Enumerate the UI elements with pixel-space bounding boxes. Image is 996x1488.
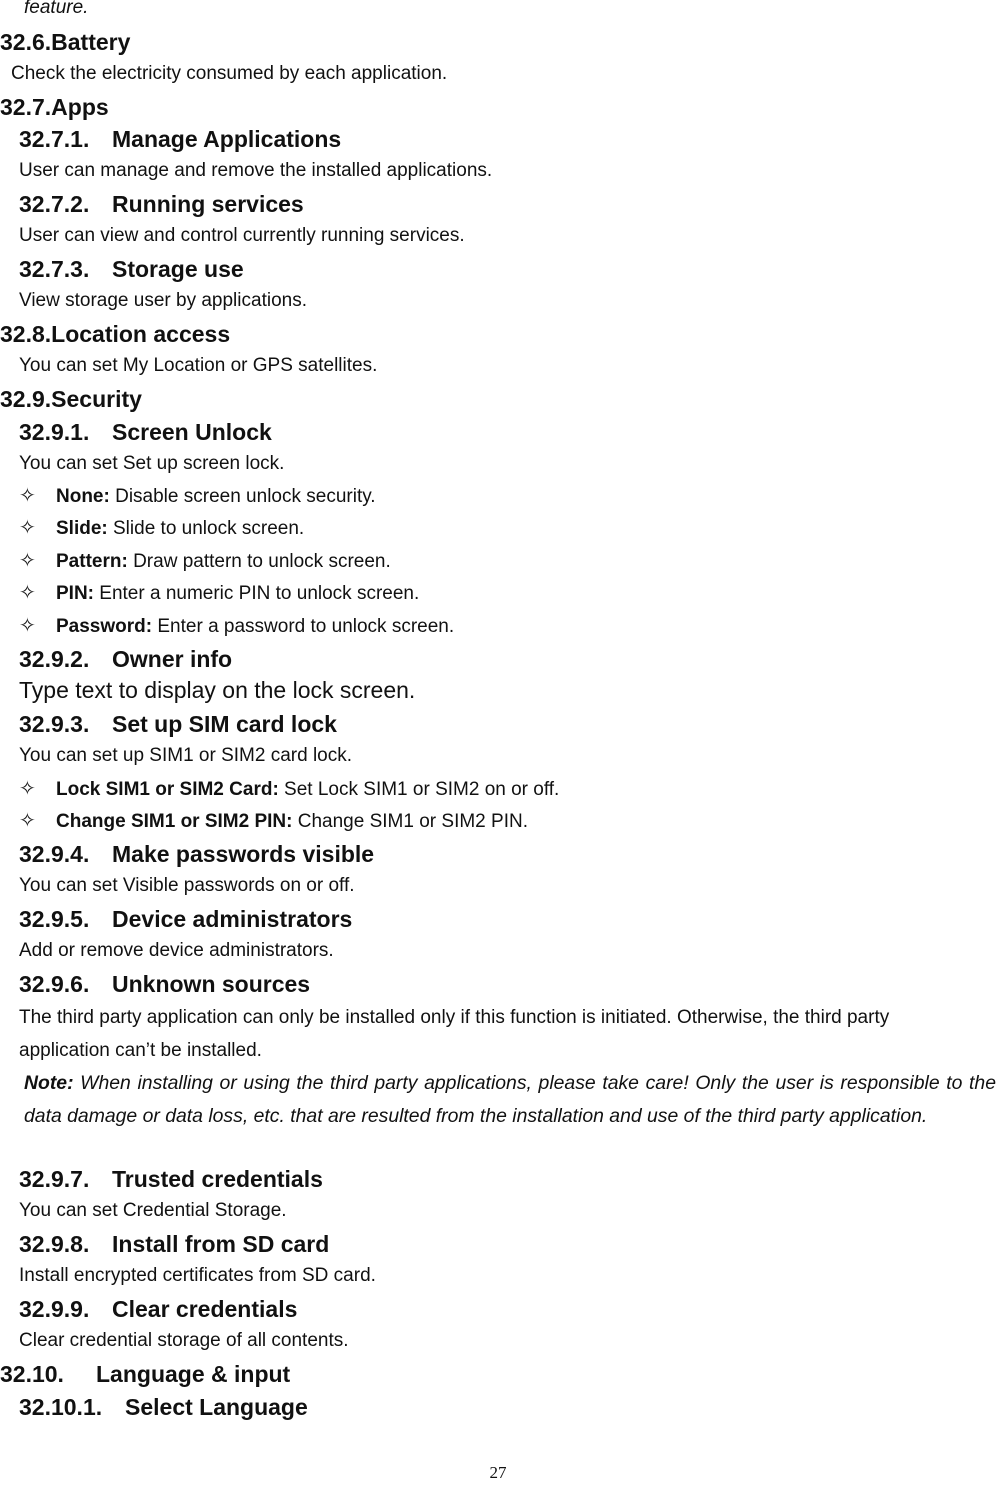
list-item — [19, 518, 304, 538]
list-item — [19, 551, 391, 571]
heading-title: Trusted credentials — [112, 1166, 323, 1192]
trusted-credentials-text: You can set Credential Storage. — [19, 1200, 287, 1221]
storage-use-text: View storage user by applications. — [19, 290, 307, 311]
device-administrators-text: Add or remove device administrators. — [19, 940, 334, 961]
sim-card-lock-text: You can set up SIM1 or SIM2 card lock. — [19, 745, 353, 766]
note-label: Note: — [24, 1072, 74, 1094]
heading-number: 32.6. — [0, 29, 52, 55]
list-item-text: Draw pattern to unlock screen. — [127, 551, 391, 572]
heading-number: 32.7.3. — [19, 256, 90, 282]
heading-title: Screen Unlock — [112, 419, 272, 445]
list-item-label: Change SIM1 or SIM2 PIN: — [56, 811, 293, 832]
heading-security — [0, 388, 142, 411]
owner-info-text: Type text to display on the lock screen. — [19, 677, 416, 703]
list-item — [19, 811, 528, 831]
heading-title: Clear credentials — [112, 1296, 298, 1322]
heading-install-from-sd-card — [19, 1233, 329, 1256]
list-item-text: Disable screen unlock security. — [109, 486, 376, 507]
heading-title: Battery — [51, 29, 131, 55]
heading-number: 32.7.2. — [19, 191, 90, 217]
diamond-star-icon: ✧ — [19, 550, 36, 572]
heading-number: 32.10. — [0, 1361, 64, 1387]
heading-title: Storage use — [112, 256, 244, 282]
heading-title: Language & input — [96, 1361, 291, 1387]
list-item-label: Password: — [56, 616, 153, 637]
heading-owner-info — [19, 648, 232, 671]
list-item-text: Set Lock SIM1 or SIM2 on or off. — [278, 779, 560, 800]
diamond-star-icon: ✧ — [19, 778, 36, 800]
intro-fragment: feature. — [24, 0, 89, 18]
heading-number: 32.9. — [0, 386, 52, 412]
heading-storage-use — [19, 258, 244, 281]
list-item — [19, 486, 376, 506]
heading-trusted-credentials — [19, 1168, 323, 1191]
diamond-star-icon: ✧ — [19, 485, 36, 507]
heading-clear-credentials — [19, 1298, 297, 1321]
screen-unlock-text: You can set Set up screen lock. — [19, 453, 285, 474]
heading-title: Security — [51, 386, 142, 412]
list-item — [19, 583, 419, 603]
list-item-label: None: — [56, 486, 110, 507]
list-item-text: Change SIM1 or SIM2 PIN. — [292, 811, 528, 832]
manage-applications-text: User can manage and remove the installed applications. — [19, 160, 493, 181]
note-paragraph — [24, 1067, 996, 1132]
install-from-sd-card-text: Install encrypted certificates from SD card. — [19, 1265, 376, 1286]
list-item-label: Lock SIM1 or SIM2 Card: — [56, 779, 279, 800]
heading-title: Select Language — [125, 1394, 308, 1420]
heading-number: 32.9.4. — [19, 841, 90, 867]
list-item-label: PIN: — [56, 583, 94, 604]
heading-unknown-sources — [19, 973, 310, 996]
diamond-star-icon: ✧ — [19, 810, 36, 832]
heading-number: 32.9.5. — [19, 906, 90, 932]
page-number: 27 — [489, 1463, 507, 1482]
list-item — [19, 616, 454, 636]
heading-number: 32.7.1. — [19, 126, 90, 152]
list-item — [19, 779, 559, 799]
heading-title: Owner info — [112, 646, 233, 672]
heading-title: Running services — [112, 191, 304, 217]
list-item-text: Enter a password to unlock screen. — [152, 616, 455, 637]
heading-number: 32.9.1. — [19, 419, 90, 445]
heading-number: 32.9.7. — [19, 1166, 90, 1192]
diamond-star-icon: ✧ — [19, 517, 36, 539]
heading-running-services — [19, 193, 304, 216]
heading-title: Make passwords visible — [112, 841, 375, 867]
heading-title: Apps — [51, 94, 109, 120]
heading-number: 32.9.3. — [19, 711, 90, 737]
heading-make-passwords-visible — [19, 843, 374, 866]
list-item-label: Slide: — [56, 518, 108, 539]
heading-device-administrators — [19, 908, 352, 931]
diamond-star-icon: ✧ — [19, 615, 36, 637]
heading-language-input — [0, 1363, 290, 1386]
heading-number: 32.8. — [0, 321, 52, 347]
heading-location-access — [0, 323, 230, 346]
heading-number: 32.9.6. — [19, 971, 90, 997]
heading-title: Unknown sources — [112, 971, 311, 997]
heading-number: 32.7. — [0, 94, 52, 120]
heading-battery — [0, 31, 130, 54]
heading-screen-unlock — [19, 421, 272, 444]
heading-select-language — [19, 1396, 308, 1419]
unknown-sources-text: The third party application can only be installed only if this function is initiated. Otherwise, the third party application can’t be installed. — [19, 1007, 890, 1061]
heading-number: 32.10.1. — [19, 1394, 103, 1420]
list-item-text: Enter a numeric PIN to unlock screen. — [94, 583, 420, 604]
running-services-text: User can view and control currently running services. — [19, 225, 465, 246]
battery-text: Check the electricity consumed by each application. — [11, 63, 448, 84]
list-item-text: Slide to unlock screen. — [107, 518, 305, 539]
heading-number: 32.9.9. — [19, 1296, 90, 1322]
heading-title: Install from SD card — [112, 1231, 330, 1257]
make-passwords-visible-text: You can set Visible passwords on or off. — [19, 875, 355, 896]
heading-title: Location access — [51, 321, 231, 347]
heading-title: Set up SIM card lock — [112, 711, 337, 737]
heading-title: Manage Applications — [112, 126, 342, 152]
heading-apps — [0, 96, 109, 119]
heading-sim-card-lock — [19, 713, 337, 736]
heading-number: 32.9.2. — [19, 646, 90, 672]
note-text: When installing or using the third party applications, please take care! Only the user is responsible to the data damage or data loss, etc. that are resulted from the installation and use of the third party application. — [24, 1072, 996, 1127]
heading-number: 32.9.8. — [19, 1231, 90, 1257]
list-item-label: Pattern: — [56, 551, 128, 572]
clear-credentials-text: Clear credential storage of all contents. — [19, 1330, 349, 1351]
location-access-text: You can set My Location or GPS satellites. — [19, 355, 378, 376]
heading-manage-applications — [19, 128, 341, 151]
heading-title: Device administrators — [112, 906, 353, 932]
diamond-star-icon: ✧ — [19, 582, 36, 604]
